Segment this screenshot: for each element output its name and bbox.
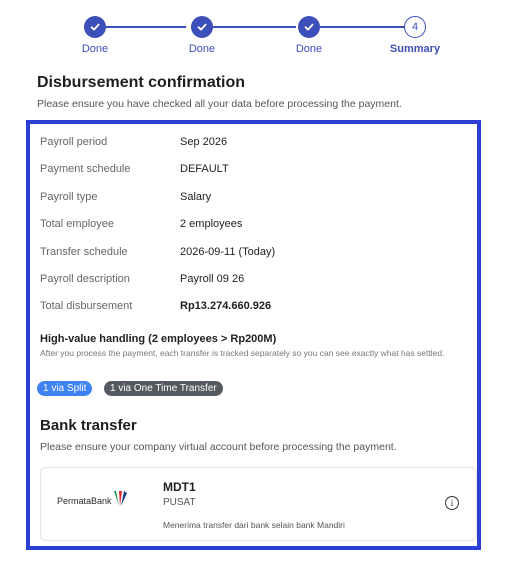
step-1[interactable] [55,16,135,55]
detail-value: Sep 2026 [180,136,228,148]
detail-value: 2026-09-11 (Today) [180,246,276,258]
detail-value: Rp13.274.660.926 [180,300,272,312]
detail-value: 2 employees [180,218,243,230]
detail-value: Payroll 09 26 [180,273,245,285]
detail-value: DEFAULT [180,163,229,175]
detail-label: Payroll type [40,191,98,203]
high-value-description: After you process the payment, each transfer is tracked separately so you can see exactly what has settled. [40,348,445,358]
bank-account-code: MDT1 [163,480,196,494]
info-icon[interactable]: i [445,496,459,510]
bank-transfer-note: Menerima transfer dari bank selain bank Mandiri [163,520,345,530]
logo-text: PermataBank [57,496,112,506]
check-icon [298,16,320,38]
bank-transfer-title: Bank transfer [40,417,137,434]
detail-label: Transfer schedule [40,246,128,258]
high-value-title: High-value handling (2 employees > Rp200M) [40,333,277,345]
detail-label: Total disbursement [40,300,133,312]
permata-logo-mark-icon [112,490,128,508]
detail-label: Payroll period [40,136,108,148]
step-4-summary[interactable] [375,16,455,55]
check-icon [191,16,213,38]
step-label: Done [295,43,323,55]
page-title: Disbursement confirmation [37,74,246,91]
bank-branch: PUSAT [163,497,196,508]
step-number: 4 [404,16,426,38]
permata-bank-logo [57,496,112,506]
detail-label: Total employee [40,218,114,230]
step-label: Summary [389,43,441,55]
step-2[interactable] [162,16,242,55]
detail-value: Salary [180,191,212,203]
step-3[interactable] [269,16,349,55]
step-label: Done [81,43,109,55]
check-icon [84,16,106,38]
bank-account-card[interactable] [40,467,477,541]
detail-label: Payroll description [40,273,130,285]
bank-transfer-subtitle: Please ensure your company virtual account before processing the payment. [40,441,397,453]
detail-label: Payment schedule [40,163,131,175]
progress-stepper [0,16,509,60]
split-badge: 1 via Split [37,381,92,396]
confirmation-panel [26,120,481,550]
one-time-transfer-badge: 1 via One Time Transfer [104,381,223,396]
step-label: Done [188,43,216,55]
page-subtitle: Please ensure you have checked all your data before processing the payment. [37,98,402,110]
